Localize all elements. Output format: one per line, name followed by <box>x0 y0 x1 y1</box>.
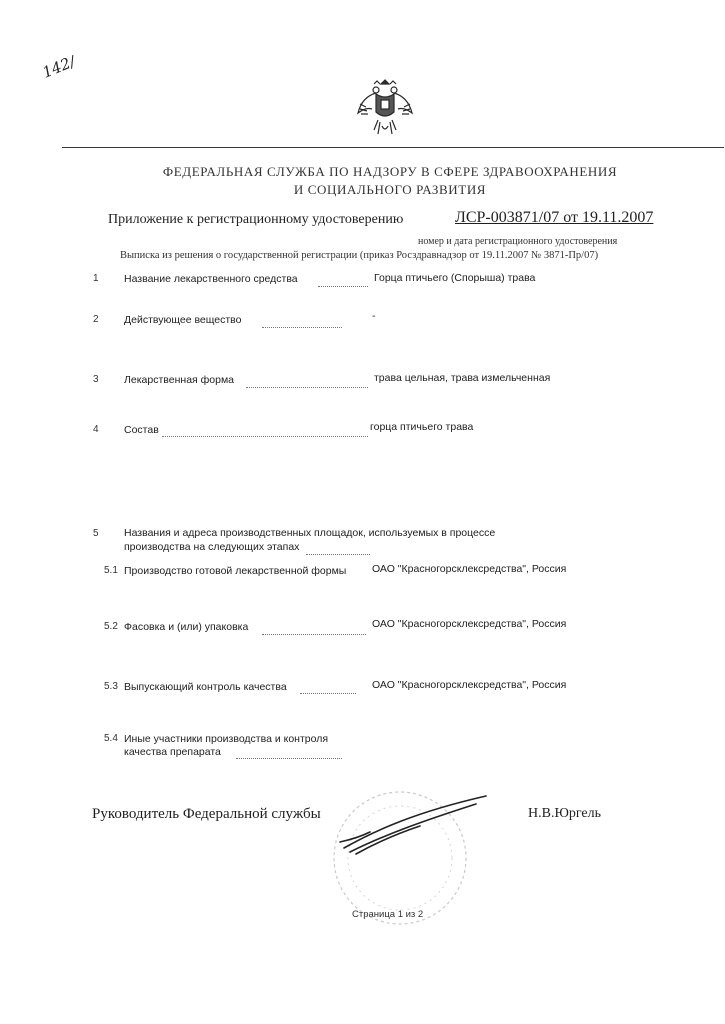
agency-title-line2: И СОЦИАЛЬНОГО РАЗВИТИЯ <box>293 182 487 197</box>
leader-dots <box>262 634 366 635</box>
item-label: Название лекарственного средства <box>124 273 298 285</box>
subitem-label-line2: качества препарата <box>124 746 221 758</box>
item-label: Действующее вещество <box>124 314 242 326</box>
subitem-value: ОАО "Красногорсклексредства", Россия <box>372 679 567 691</box>
leader-dots <box>262 327 342 328</box>
subitem-number: 5.1 <box>104 565 118 576</box>
item-value: трава цельная, трава измельченная <box>374 372 551 384</box>
section5-title-line2: производства на следующих этапах <box>124 541 300 553</box>
item-value: - <box>372 310 376 322</box>
leader-dots <box>162 436 368 437</box>
subitem-number: 5.3 <box>104 681 118 692</box>
subitem-label: Фасовка и (или) упаковка <box>124 621 249 633</box>
double-headed-eagle-emblem-icon <box>352 74 418 140</box>
item-value: горца птичьего трава <box>370 421 474 433</box>
leader-dots <box>246 387 368 388</box>
subitem-value: ОАО "Красногорсклексредства", Россия <box>372 618 567 630</box>
decision-extract: Выписка из решения о государственной регистрации (приказ Росздравнадзор от 19.11.2007 № 3871-Пр/07) <box>120 250 599 261</box>
leader-dots <box>306 554 370 555</box>
item-number: 3 <box>93 374 99 385</box>
subitem-label: Иные участники производства и контроля <box>124 733 329 745</box>
leader-dots <box>236 758 342 759</box>
registration-hint: номер и дата регистрационного удостоверения <box>418 236 618 247</box>
item-number: 5 <box>93 528 99 539</box>
item-label: Лекарственная форма <box>124 374 235 386</box>
item-value: Горца птичьего (Спорыша) трава <box>374 272 536 284</box>
handwritten-note: 142/ <box>39 52 78 82</box>
signatory-name: Н.В.Юргель <box>528 806 601 821</box>
subitem-value: ОАО "Красногорсклексредства", Россия <box>372 563 567 575</box>
appendix-title: Приложение к регистрационному удостоверению <box>108 212 404 227</box>
section5-title-line1: Названия и адреса производственных площадок, используемых в процессе <box>124 527 496 539</box>
subitem-number: 5.2 <box>104 621 118 632</box>
header-rule <box>62 147 724 148</box>
item-number: 2 <box>93 314 99 325</box>
leader-dots <box>318 286 368 287</box>
registration-number-date: ЛСР-003871/07 от 19.11.2007 <box>455 209 654 226</box>
handwritten-signature-icon <box>336 790 496 860</box>
signatory-title: Руководитель Федеральной службы <box>92 806 321 822</box>
page-indicator: Страница 1 из 2 <box>352 909 424 920</box>
item-number: 4 <box>93 424 99 435</box>
subitem-number: 5.4 <box>104 733 118 744</box>
item-label: Состав <box>124 424 159 436</box>
agency-title-line1: ФЕДЕРАЛЬНАЯ СЛУЖБА ПО НАДЗОРУ В СФЕРЕ ЗДРАВООХРАНЕНИЯ <box>162 164 618 179</box>
subitem-label: Выпускающий контроль качества <box>124 681 287 693</box>
subitem-label: Производство готовой лекарственной формы <box>124 565 347 577</box>
item-number: 1 <box>93 273 99 284</box>
leader-dots <box>300 693 356 694</box>
